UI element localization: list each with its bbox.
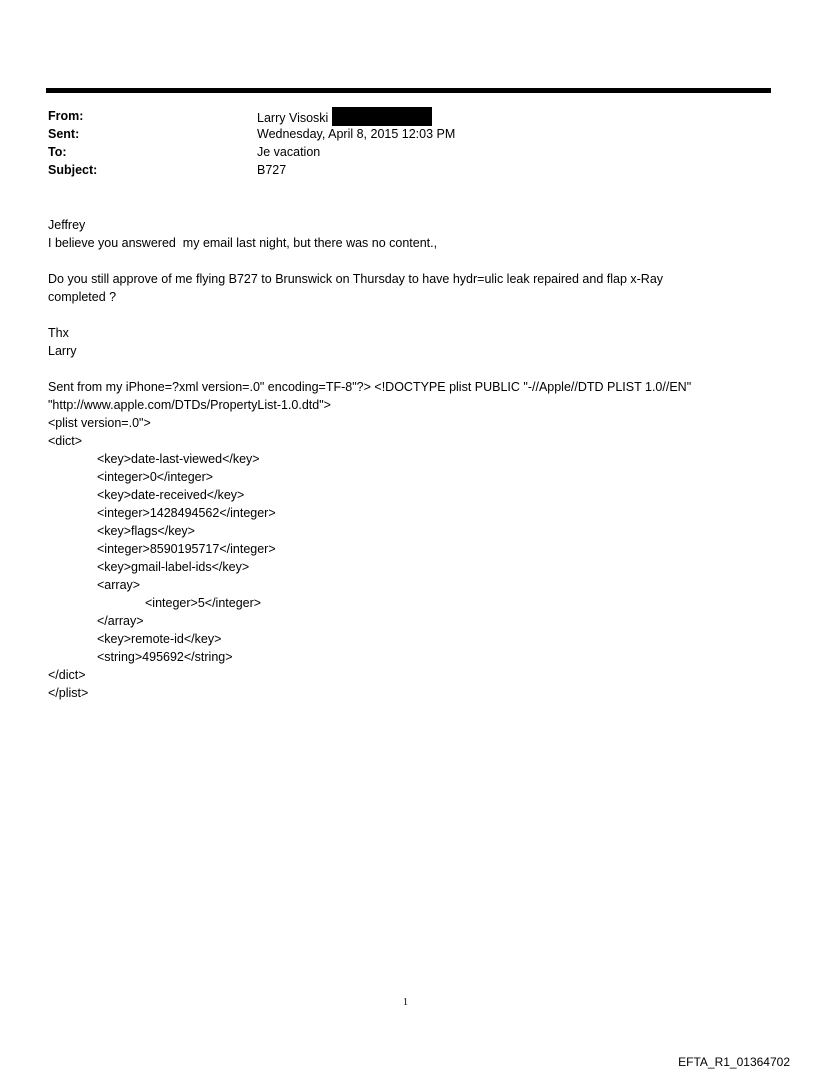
from-label: From: — [48, 109, 84, 123]
dict-open: <dict> — [48, 434, 83, 448]
to-value: Je vacation — [257, 145, 321, 159]
subject-label: Subject: — [48, 163, 98, 177]
plist-close: </plist> — [48, 686, 89, 700]
thanks: Thx — [48, 326, 69, 340]
dtd-url-line: "http://www.apple.com/DTDs/PropertyList-1.0.dtd"> — [48, 398, 331, 412]
key-remote-id: <key>remote-id</key> — [97, 632, 222, 646]
array-item: <integer>5</integer> — [145, 596, 262, 610]
sent-value: Wednesday, April 8, 2015 12:03 PM — [257, 127, 456, 141]
plist-open: <plist version=.0"> — [48, 416, 151, 430]
body-line-2b: completed ? — [48, 290, 117, 304]
greeting: Jeffrey — [48, 218, 86, 232]
value-date-received: <integer>1428494562</integer> — [97, 506, 276, 520]
from-value: Larry Visoski — [257, 111, 329, 125]
value-remote-id: <string>495692</string> — [97, 650, 233, 664]
value-flags: <integer>8590195717</integer> — [97, 542, 276, 556]
value-date-last-viewed: <integer>0</integer> — [97, 470, 214, 484]
key-date-received: <key>date-received</key> — [97, 488, 245, 502]
to-label: To: — [48, 145, 67, 159]
from-field — [257, 107, 432, 127]
header-rule — [46, 88, 771, 93]
array-close: </array> — [97, 614, 144, 628]
bates-number: EFTA_R1_01364702 — [678, 1055, 790, 1069]
key-flags: <key>flags</key> — [97, 524, 195, 538]
subject-value: B727 — [257, 163, 287, 177]
signature: Larry — [48, 344, 77, 358]
redaction-box — [332, 107, 432, 126]
sent-from-line: Sent from my iPhone=?xml version=.0" encoding=TF-8"?> <!DOCTYPE plist PUBLIC "-//Apple//DTD PLIST 1.0//EN" — [48, 380, 692, 394]
sent-label: Sent: — [48, 127, 80, 141]
array-open: <array> — [97, 578, 141, 592]
key-gmail-label-ids: <key>gmail-label-ids</key> — [97, 560, 250, 574]
key-date-last-viewed: <key>date-last-viewed</key> — [97, 452, 260, 466]
body-line-1: I believe you answered my email last night, but there was no content., — [48, 236, 438, 250]
page-number: 1 — [403, 997, 408, 1008]
body-line-2a: Do you still approve of me flying B727 to Brunswick on Thursday to have hydr=ulic leak repaired and flap x-Ray — [48, 272, 664, 286]
dict-close: </dict> — [48, 668, 86, 682]
